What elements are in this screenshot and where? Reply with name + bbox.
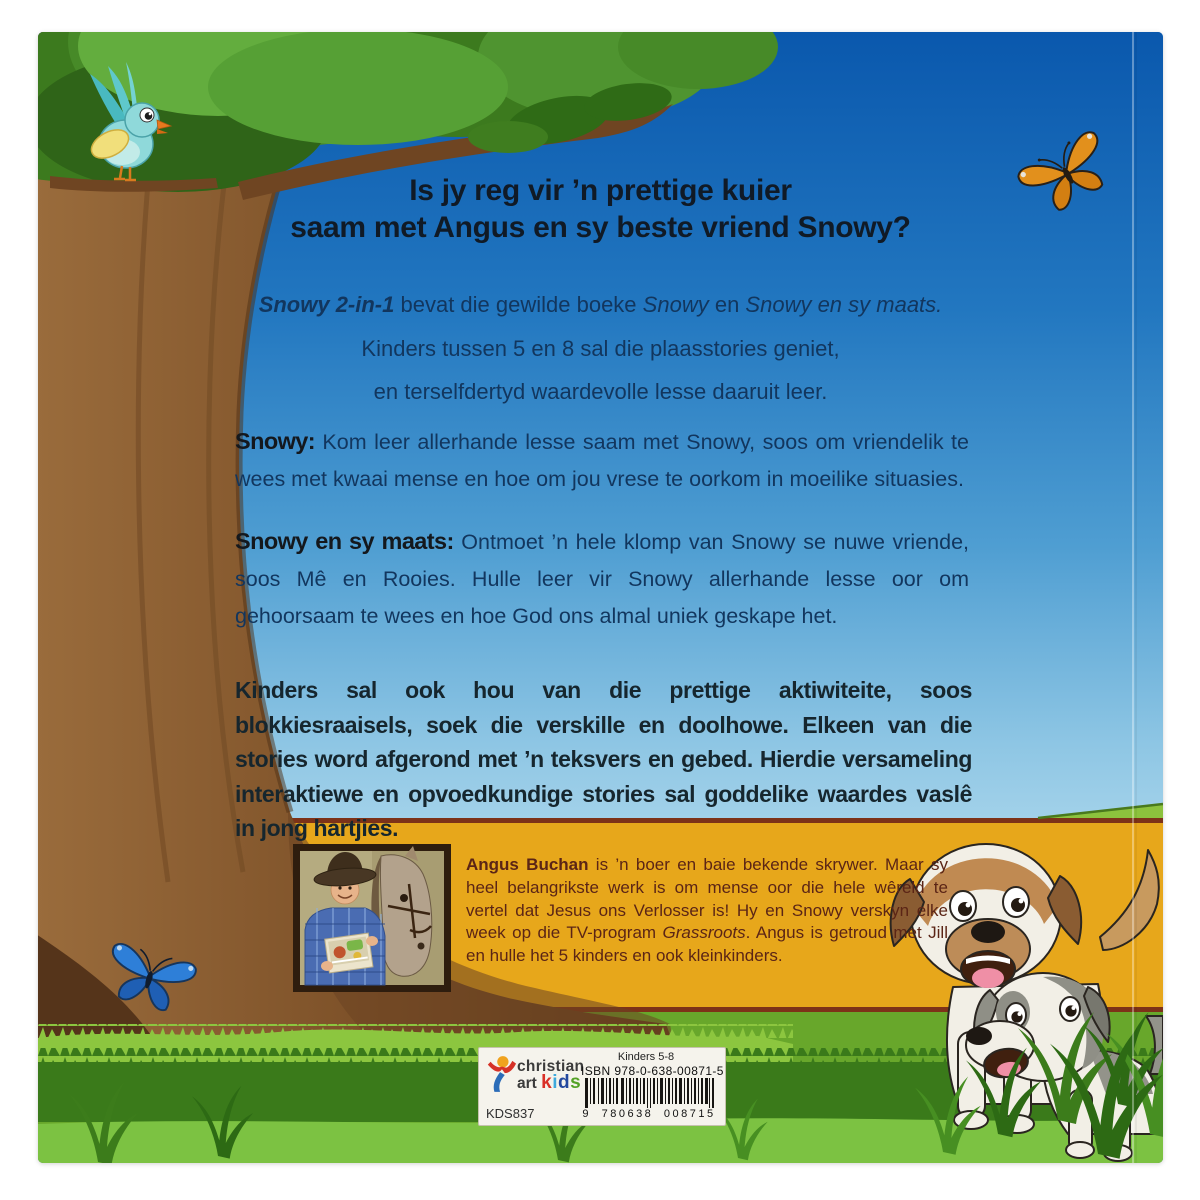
author-name: Angus Buchan	[466, 855, 589, 874]
publisher-figure-icon	[485, 1055, 517, 1093]
headline	[38, 172, 1163, 246]
publisher-name-line1: christian	[517, 1058, 585, 1075]
snowy-heading: Snowy:	[235, 428, 315, 454]
barcode-icon	[583, 1078, 715, 1108]
intro-paragraph	[38, 283, 1163, 414]
activities-paragraph: Kinders sal ook hou van die prettige aktiwiteite, soos blokkiesraaisels, soek die verskille en doolhowe. Elkeen van die stories word afgerond met ’n teksvers en gebed. Hierdie versameling interaktiewe en opvoedkundige stories sal goddelike waardes vaslê in jong hartjies.	[235, 677, 972, 841]
book-back-cover	[38, 32, 1163, 1163]
maats-heading: Snowy en sy maats:	[235, 528, 454, 554]
barcode-digits: 9 780638 008715	[582, 1108, 716, 1120]
intro-line1: Snowy 2-in-1 bevat die gewilde boeke Snowy en Snowy en sy maats.	[258, 292, 943, 317]
publisher-name-line2: art	[517, 1075, 537, 1092]
sku-code: KDS837	[486, 1106, 535, 1121]
intro-line3: en terselfdertyd waardevolle lesse daaruit leer.	[373, 379, 828, 404]
author-bio: Angus Buchan is ’n boer en baie bekende skrywer. Maar sy heel belangrikste werk is om mense oor die hele wêreld te vertel dat Jesus ons Verlosser is! Hy en Snowy verskyn elke week op die TV-program Grassroots. Angus is getroud met Jill en hulle het 5 kinders en ook kleinkinders.	[466, 855, 948, 966]
publisher-logo	[517, 1059, 584, 1092]
intro-line2: Kinders tussen 5 en 8 sal die plaasstories geniet,	[361, 335, 840, 361]
barcode-panel	[478, 1047, 726, 1126]
isbn-label: ISBN 978-0-638-00871-5	[581, 1064, 724, 1078]
publisher-kids-word: kids	[541, 1072, 582, 1093]
age-range-label: Kinders 5-8	[617, 1051, 675, 1063]
snowy-paragraph: Snowy: Kom leer allerhande lesse saam met Snowy, soos om vriendelik te wees met kwaai mense en hoe om jou vrese te oorkom in moeilike situasies.	[235, 428, 969, 491]
author-photo	[293, 844, 451, 992]
headline-line2: saam met Angus en sy beste vriend Snowy?	[290, 211, 911, 244]
headline-line1: Is jy reg vir ’n prettige kuier	[409, 174, 792, 207]
maats-paragraph: Snowy en sy maats: Ontmoet ’n hele klomp van Snowy se nuwe vriende, soos Mê en Rooies. Hulle leer vir Snowy allerhande lesse oor om gehoorsaam te wees en hoe God ons almal uniek geskape het.	[235, 528, 969, 628]
